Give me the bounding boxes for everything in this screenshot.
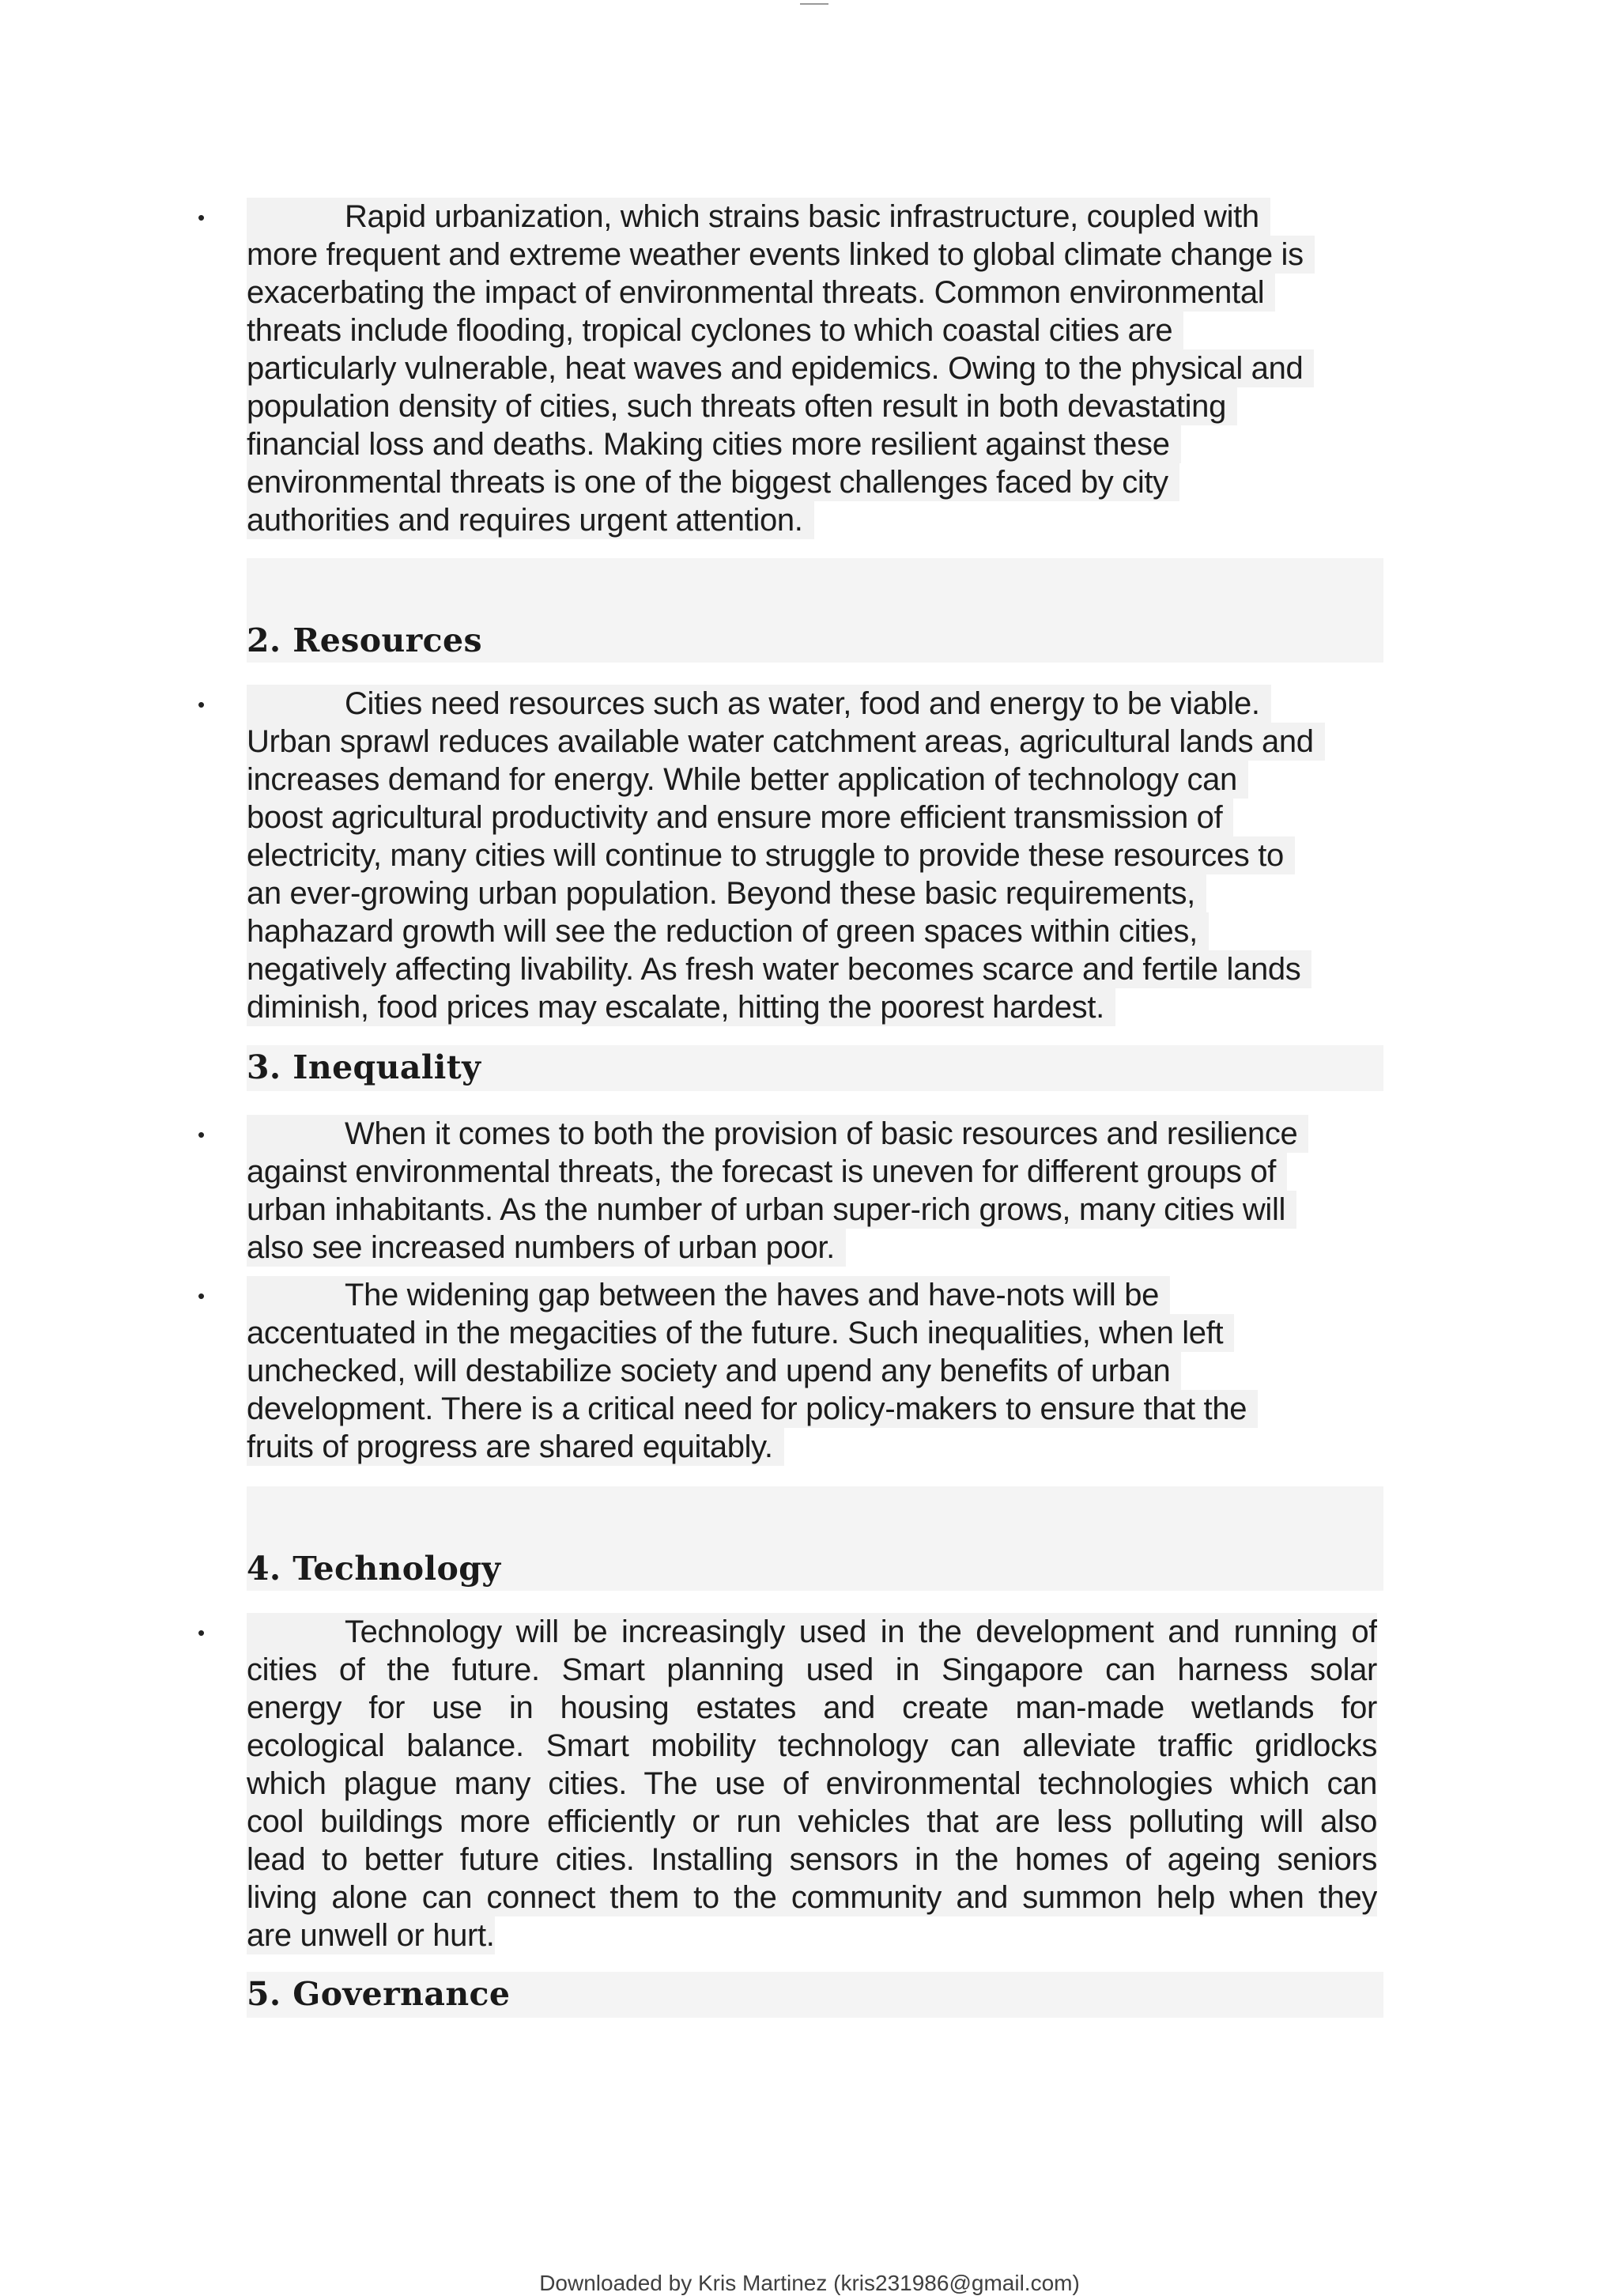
- bullet: •: [198, 693, 206, 716]
- text-line: authorities and requires urgent attention.: [247, 501, 1315, 539]
- heading-governance: 5. Governance: [247, 1975, 511, 2013]
- text-line: unchecked, will destabilize society and upend any benefits of urban: [247, 1352, 1258, 1390]
- download-footer: Downloaded by Kris Martinez (kris231986@gmail.com): [539, 2271, 1080, 2295]
- text-line: increases demand for energy. While better application of technology can: [247, 761, 1325, 799]
- text-line: lead to better future cities. Installing sensors in the homes of ageing seniors: [247, 1842, 1377, 1877]
- bullet: •: [198, 1123, 206, 1146]
- text-line: ecological balance. Smart mobility technology can alleviate traffic gridlocks: [247, 1728, 1377, 1763]
- heading-technology: 4. Technology: [247, 1550, 501, 1588]
- paragraph-inequality-1: [247, 1115, 1308, 1267]
- text-line: negatively affecting livability. As fresh water becomes scarce and fertile lands: [247, 950, 1325, 988]
- text-line: The widening gap between the haves and have-nots will be: [247, 1276, 1258, 1314]
- text-line: threats include flooding, tropical cyclones to which coastal cities are: [247, 312, 1315, 349]
- bullet: •: [198, 1284, 206, 1308]
- heading-resources: 2. Resources: [247, 621, 483, 659]
- text-line: urban inhabitants. As the number of urban super-rich grows, many cities will: [247, 1191, 1308, 1229]
- text-line: against environmental threats, the forecast is uneven for different groups of: [247, 1153, 1308, 1191]
- paragraph-technology: [247, 1613, 1377, 1954]
- text-line: fruits of progress are shared equitably.: [247, 1428, 1258, 1466]
- bullet: •: [198, 206, 206, 229]
- paragraph-environment: [247, 198, 1315, 539]
- text-line: exacerbating the impact of environmental threats. Common environmental: [247, 274, 1315, 312]
- text-line: more frequent and extreme weather events linked to global climate change is: [247, 236, 1315, 274]
- text-line: Rapid urbanization, which strains basic infrastructure, coupled with: [247, 198, 1315, 236]
- text-line: living alone can connect them to the community and summon help when they: [247, 1880, 1377, 1915]
- paragraph-resources: [247, 685, 1325, 1026]
- text-line: environmental threats is one of the biggest challenges faced by city: [247, 463, 1315, 501]
- paragraph-inequality-2: [247, 1276, 1258, 1466]
- text-line: particularly vulnerable, heat waves and epidemics. Owing to the physical and: [247, 349, 1315, 387]
- text-line: an ever-growing urban population. Beyond these basic requirements,: [247, 874, 1325, 912]
- text-line: cool buildings more efficiently or run vehicles that are less polluting will also: [247, 1804, 1377, 1839]
- text-line: energy for use in housing estates and create man-made wetlands for: [247, 1690, 1377, 1725]
- text-line: population density of cities, such threats often result in both devastating: [247, 387, 1315, 425]
- text-line: haphazard growth will see the reduction of green spaces within cities,: [247, 912, 1325, 950]
- bullet: •: [198, 1621, 206, 1645]
- text-line: boost agricultural productivity and ensure more efficient transmission of: [247, 799, 1325, 836]
- text-line: cities of the future. Smart planning used in Singapore can harness solar: [247, 1652, 1377, 1687]
- heading-inequality: 3. Inequality: [247, 1048, 481, 1086]
- text-line: When it comes to both the provision of basic resources and resilience: [247, 1115, 1308, 1153]
- text-line: Technology will be increasingly used in the development and running of: [247, 1613, 1377, 1651]
- text-line: Urban sprawl reduces available water catchment areas, agricultural lands and: [247, 723, 1325, 761]
- text-line: development. There is a critical need for policy-makers to ensure that the: [247, 1390, 1258, 1428]
- text-line: also see increased numbers of urban poor.: [247, 1229, 1308, 1267]
- text-line: are unwell or hurt.: [247, 1918, 495, 1953]
- text-line: financial loss and deaths. Making cities more resilient against these: [247, 425, 1315, 463]
- text-line: Cities need resources such as water, food and energy to be viable.: [247, 685, 1325, 723]
- text-line: which plague many cities. The use of environmental technologies which can: [247, 1766, 1377, 1801]
- header-mark: [800, 3, 828, 5]
- text-line: accentuated in the megacities of the future. Such inequalities, when left: [247, 1314, 1258, 1352]
- text-line: diminish, food prices may escalate, hitting the poorest hardest.: [247, 988, 1325, 1026]
- text-line: electricity, many cities will continue to struggle to provide these resources to: [247, 836, 1325, 874]
